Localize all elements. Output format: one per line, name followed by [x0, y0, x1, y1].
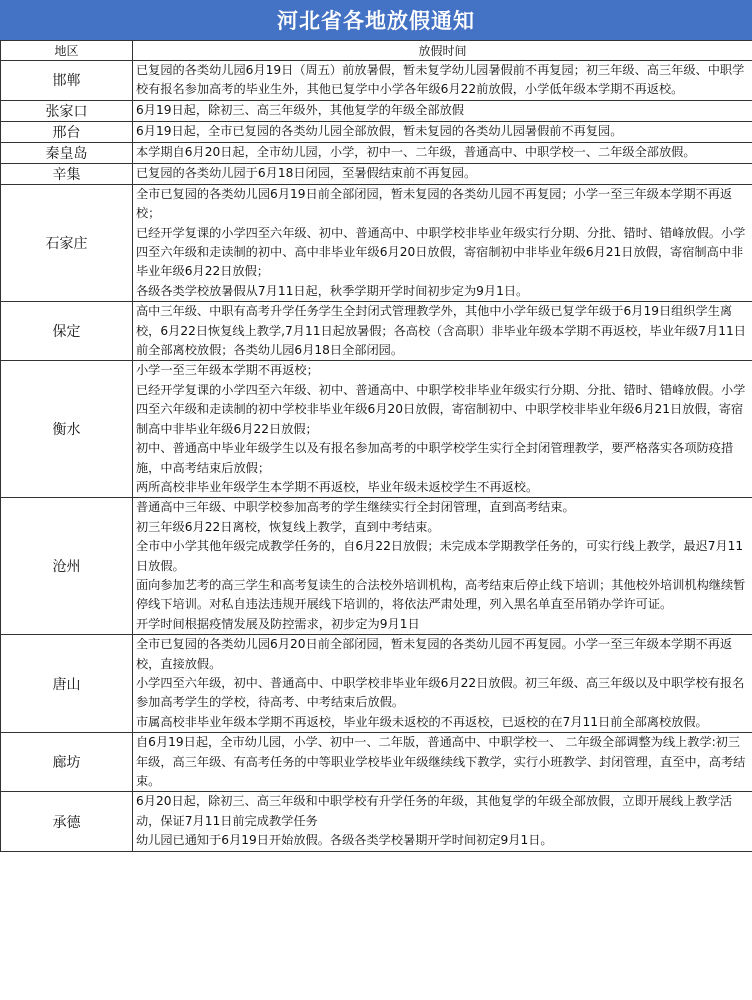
region-cell: 承德: [1, 792, 133, 851]
header-time: 放假时间: [133, 41, 752, 61]
holiday-time-paragraph: 自6月19日起，全市幼儿园，小学、初中一、二年版，普通高中、中职学校一、 二年级全部调整为线上教学:初三年级，高三年级、有高考任务的中等职业学校毕业年级继续线下教学，实行小班教学、封闭管理，直至中，高考结束。: [136, 735, 746, 788]
holiday-time-cell: [133, 61, 752, 101]
holiday-time-paragraph: 全市已复园的各类幼儿园6月19日前全部闭园，暂未复园的各类幼儿园不再复园；小学一至三年级本学期不再返校；: [136, 186, 733, 221]
holiday-time-cell: [133, 163, 752, 184]
table-row: [1, 163, 752, 184]
holiday-time-paragraph: 全市中小学其他年级完成教学任务的，自6月22日放假；未完成本学期教学任务的，可实行线上教学，最迟7月11日放假。: [136, 539, 744, 573]
holiday-time-cell: [133, 302, 752, 361]
region-cell: 邢台: [1, 121, 133, 142]
table-row: [1, 184, 752, 301]
region-cell: 保定: [1, 302, 133, 361]
holiday-time-paragraph: 已复园的各类幼儿园6月19日（周五）前放暑假，暂未复学幼儿园暑假前不再复园；初三年级、高三年级、中职学校有报名参加高考的毕业生外，其他已复学中小学各年级6月22前放假，小学低年级本学期不再返校。: [136, 63, 745, 97]
region-cell: 辛集: [1, 163, 133, 184]
holiday-time-paragraph: 两所高校非毕业年级学生本学期不再返校，毕业年级未返校学生不再返校。: [136, 479, 539, 494]
holiday-time-paragraph: 市属高校非毕业年级本学期不再返校，毕业年级未返校的不再返校，已返校的在7月11日前全部离校放假。: [136, 714, 708, 729]
holiday-time-cell: [133, 635, 752, 733]
holiday-time-cell: [133, 100, 752, 121]
region-cell: 秦皇岛: [1, 142, 133, 163]
region-cell: 石家庄: [1, 184, 133, 301]
table-body: [1, 61, 752, 852]
holiday-time-paragraph: 已复园的各类幼儿园于6月18日闭园，至暑假结束前不再复园。: [136, 166, 477, 181]
table-row: [1, 142, 752, 163]
holiday-time-paragraph: 已经开学复课的小学四至六年级、初中、普通高中、中职学校非毕业年级实行分期、分批、错时、错峰放假。小学四至六年级和走读制的初中学校非毕业年级6月20日放假，寄宿制初中、中职学校非毕业年级6月21日放假，寄宿制高中非毕业年级6月22日放假；: [136, 382, 746, 436]
holiday-time-cell: [133, 184, 752, 301]
holiday-time-paragraph: 高中三年级、中职有高考升学任务学生全封闭式管理教学外，其他中小学年级已复学年级于6月19日组织学生离校，6月22日恢复线上教学,7月11日起放暑假；各高校（含高职）非毕业年级本学期不再返校，毕业年级7月11日前全部离校放假；各类幼儿园6月18日全部闭园。: [136, 304, 746, 358]
holiday-time-paragraph: 面向参加艺考的高三学生和高考复读生的合法校外培训机构，高考结束后停止线下培训；其他校外培训机构继续暂停线下培训。对私自违法违规开展线下培训的，将依法严肃处理，列入黑名单直至吊销办学许可证。: [136, 577, 746, 612]
table-row: [1, 635, 752, 733]
holiday-time-cell: [133, 498, 752, 635]
holiday-time-paragraph: 幼儿园已通知于6月19日开始放假。各级各类学校暑期开学时间初定9月1日。: [136, 833, 553, 848]
region-cell: 邯郸: [1, 61, 133, 101]
region-cell: 张家口: [1, 100, 133, 121]
holiday-time-paragraph: 全市已复园的各类幼儿园6月20日前全部闭园，暂未复园的各类幼儿园不再复园。小学一至三年级本学期不再返校，直接放假。: [136, 637, 733, 671]
holiday-time-cell: [133, 121, 752, 142]
table-row: [1, 302, 752, 361]
holiday-time-paragraph: 小学一至三年级本学期不再返校；: [136, 363, 319, 378]
holiday-time-paragraph: 开学时间根据疫情发展及防控需求，初步定为9月1日: [136, 616, 420, 631]
holiday-time-paragraph: 本学期自6月20日起，全市幼儿园，小学，初中一、二年级，普通高中、中职学校一、二年级全部放假。: [136, 145, 696, 160]
holiday-time-paragraph: 6月19日起，全市已复园的各类幼儿园全部放假，暂未复园的各类幼儿园暑假前不再复园。: [136, 124, 623, 139]
holiday-time-paragraph: 普通高中三年级、中职学校参加高考的学生继续实行全封闭管理，直到高考结束。: [136, 500, 575, 515]
holiday-time-paragraph: 已经开学复课的小学四至六年级、初中、普通高中、中职学校非毕业年级实行分期、分批、错时、错峰放假。小学四至六年级和走读制的初中、高中非毕业年级6月20日放假，寄宿制初中非毕业年级6月21日放假，寄宿制高中非毕业年级6月22日放假；: [136, 225, 746, 279]
page-title: 河北省各地放假通知: [0, 0, 752, 40]
holiday-time-cell: [133, 792, 752, 851]
table-row: [1, 733, 752, 792]
region-cell: 沧州: [1, 498, 133, 635]
holiday-time-paragraph: 小学四至六年级，初中、普通高中、中职学校非毕业年级6月22日放假。初三年级、高三年级以及中职学校有报名参加高考学生的学校，待高考、中考结束后放假。: [136, 675, 745, 710]
table-row: [1, 792, 752, 851]
holiday-time-cell: [133, 142, 752, 163]
table-header-row: [1, 41, 752, 61]
holiday-table: [0, 40, 752, 852]
holiday-time-paragraph: 初中、普通高中毕业年级学生以及有报名参加高考的中职学校学生实行全封闭管理教学，要严格落实各项防疫措施，中高考结束后放假；: [136, 441, 734, 475]
holiday-time-paragraph: 6月19日起，除初三、高三年级外，其他复学的年级全部放假: [136, 103, 464, 118]
table-row: [1, 121, 752, 142]
region-cell: 唐山: [1, 635, 133, 733]
holiday-time-paragraph: 各级各类学校放暑假从7月11日起，秋季学期开学时间初步定为9月1日。: [136, 283, 529, 298]
table-row: [1, 100, 752, 121]
holiday-time-cell: [133, 361, 752, 498]
region-cell: 衡水: [1, 361, 133, 498]
holiday-time-cell: [133, 733, 752, 792]
table-row: [1, 361, 752, 498]
region-cell: 廊坊: [1, 733, 133, 792]
holiday-time-paragraph: 6月20日起，除初三、高三年级和中职学校有升学任务的年级，其他复学的年级全部放假，立即开展线上教学活动，保证7月11日前完成教学任务: [136, 794, 733, 828]
holiday-time-paragraph: 初三年级6月22日离校，恢复线上教学，直到中考结束。: [136, 519, 440, 534]
header-region: 地区: [1, 41, 133, 61]
table-row: [1, 61, 752, 101]
table-row: [1, 498, 752, 635]
